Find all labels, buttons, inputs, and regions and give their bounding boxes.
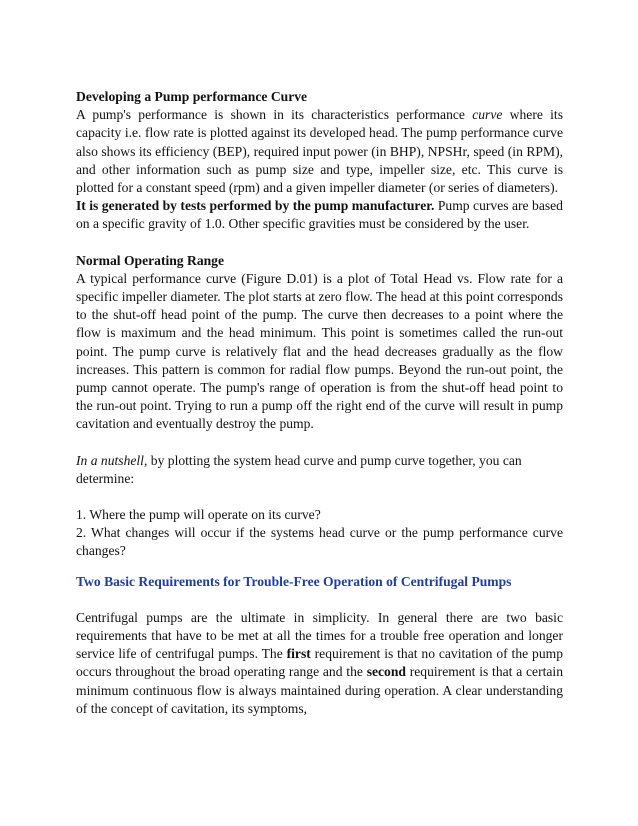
paragraph-gap (76, 234, 563, 252)
list-item-1: 1. Where the pump will operate on its curve? (76, 507, 321, 523)
bold-word-second: second (366, 664, 406, 680)
bold-statement: It is generated by tests performed by the pump manufacturer. (76, 198, 435, 214)
paragraph-nutshell (76, 452, 563, 488)
list-item-2: 2. What changes will occur if the systems head curve or the pump performance curve changes? (76, 525, 563, 559)
paragraph-text: A pump's performance is shown in its characteristics performance (76, 107, 473, 123)
document-page (76, 88, 563, 718)
italic-phrase: In a nutshell, (76, 452, 148, 468)
paragraph-gap (76, 434, 563, 452)
paragraph-text: requirement is that a certain minimum continuous flow is always maintained during operation. A clear understanding of the concept of cavitation, its symptoms, (76, 664, 563, 716)
paragraph-text: Pump curves are based on a specific gravity of 1.0. Other specific gravities must be considered by the user. (76, 198, 563, 232)
section-heading-requirements: Two Basic Requirements for Trouble-Free Operation of Centrifugal Pumps (76, 573, 512, 589)
paragraph-operating-range: A typical performance curve (Figure D.01) is a plot of Total Head vs. Flow rate for a specific impeller diameter. The plot starts at zero flow. The head at this point corresponds to the shut-off head point of the pump. The curve then decreases to a point where the flow is maximum and the head minimum. This point is sometimes called the run-out point. The pump curve is relatively flat and the head decreases gradually as the flow increases. This pattern is common for radial flow pumps. Beyond the run-out point, the pump cannot operate. The pump's range of operation is from the shut-off head point to the run-out point. Trying to run a pump off the right end of the curve will result in pump cavitation and eventually destroy the pump. (76, 270, 563, 432)
paragraph-pump-performance (76, 106, 563, 197)
section-heading-operating-range: Normal Operating Range (76, 252, 225, 268)
paragraph-gap (76, 561, 563, 573)
paragraph-text: by plotting the system head curve and pump curve together, you can determine: (76, 452, 522, 486)
paragraph-gap (76, 488, 563, 506)
paragraph-manufacturer-tests (76, 197, 563, 233)
paragraph-text: Centrifugal pumps are the ultimate in simplicity. In general there are two basic requirements that have to be met at all the times for a trouble free operation and longer service life of centrifugal pumps. The (76, 609, 563, 662)
paragraph-text: requirement is that no cavitation of the pump occurs throughout the broad operating range and the (76, 646, 563, 680)
paragraph-text: where its capacity i.e. flow rate is plotted against its developed head. The pump performance curve also shows its efficiency (BEP), required input power (in BHP), NPSHr, speed (in RPM), and other information such as pump size and type, impeller size, etc. This curve is plotted for a constant speed (rpm) and a given impeller diameter (or series of diameters). (76, 107, 563, 196)
section-heading-pump-curve: Developing a Pump performance Curve (76, 89, 308, 104)
paragraph-gap (76, 591, 563, 609)
bold-word-first: first (286, 646, 311, 662)
paragraph-requirements (76, 609, 563, 718)
italic-term-curve: curve (472, 107, 503, 123)
